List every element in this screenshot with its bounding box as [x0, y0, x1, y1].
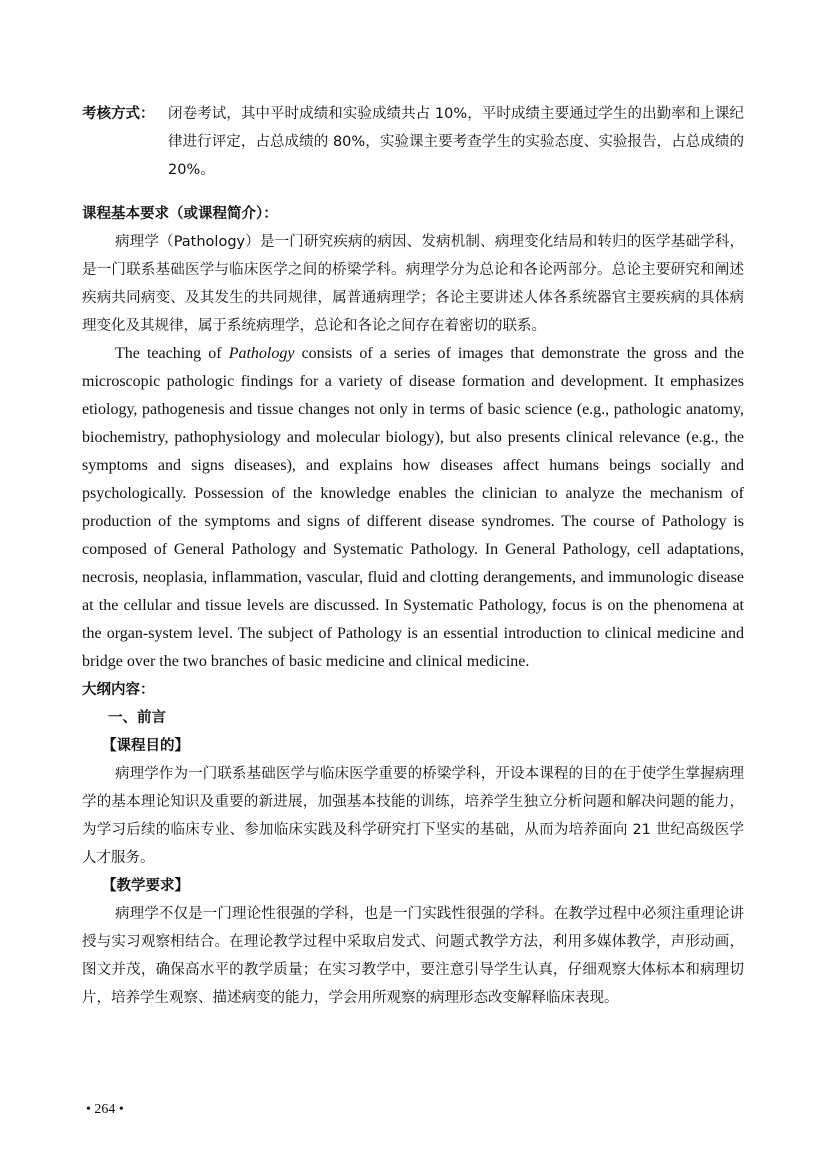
assessment-text: 闭卷考试，其中平时成绩和实验成绩共占 10%，平时成绩主要通过学生的出勤率和上课纪律进行评定，占总成绩的 80%，实验课主要考查学生的实验态度、实验报告，占总成绩的 20%。 — [168, 106, 744, 178]
en-text-before: The teaching of — [115, 345, 229, 362]
requirements-zh-paragraph: 病理学（Pathology）是一门研究疾病的病因、发病机制、病理变化结局和转归的医学基础学科，是一门联系基础医学与临床医学之间的桥梁学科。病理学分为总论和各论两部分。总论主要研究和阐述疾病共同病变、及其发生的共同规律，属普通病理学；各论主要讲述人体各系统器官主要疾病的具体病理变化及其规律，属于系统病理学，总论和各论之间存在着密切的联系。 — [82, 234, 744, 334]
page-content — [82, 100, 744, 1012]
purpose-heading: 【课程目的】 — [102, 738, 189, 754]
outline-heading: 大纲内容： — [82, 682, 155, 698]
en-text-after: consists of a series of images that demonstrate the gross and the microscopic pathologic findings for a variety of disease formation and development. It emphasizes etiology, pathogenesis and tissue changes not only in terms of basic science (e.g., pathologic anatomy, biochemistry, pathophysiology and molecular biology), but also presents clinical relevance (e.g., the symptoms and signs diseases), and explains how diseases affect humans beings socially and psychologically. Possession of the knowledge enables the clinician to analyze the mechanism of production of the symptoms and signs of different disease syndromes. The course of Pathology is composed of General Pathology and Systematic Pathology. In General Pathology, cell adaptations, necrosis, neoplasia, inflammation, vascular, fluid and clotting derangements, and immunologic disease at the cellular and tissue levels are discussed. In Systematic Pathology, focus is on the phenomena at the organ-system level. The subject of Pathology is an essential introduction to clinical medicine and bridge over the two branches of basic medicine and clinical medicine. — [82, 345, 744, 670]
section-spacer — [82, 184, 744, 200]
assessment-label: 考核方式： — [82, 106, 155, 122]
purpose-paragraph: 病理学作为一门联系基础医学与临床医学重要的桥梁学科，开设本课程的目的在于使学生掌握病理学的基本理论知识及重要的新进展，加强基本技能的训练，培养学生独立分析问题和解决问题的能力，为学习后续的临床专业、参加临床实践及科学研究打下坚实的基础，从而为培养面向 21 世纪高级医学人才服务。 — [82, 766, 744, 866]
teaching-heading: 【教学要求】 — [102, 878, 189, 894]
requirements-en-paragraph — [82, 340, 744, 676]
page-number: • 264 • — [86, 1102, 124, 1117]
assessment-section — [82, 100, 744, 184]
requirements-heading: 课程基本要求（或课程简介）： — [82, 206, 278, 222]
chapter-title: 一、前言 — [108, 710, 166, 726]
teaching-paragraph: 病理学不仅是一门理论性很强的学科，也是一门实践性很强的学科。在教学过程中必须注重理论讲授与实习观察相结合。在理论教学过程中采取启发式、问题式教学方法，利用多媒体教学，声形动画，图文并茂，确保高水平的教学质量；在实习教学中，要注意引导学生认真，仔细观察大体标本和病理切片，培养学生观察、描述病变的能力，学会用所观察的病理形态改变解释临床表现。 — [82, 906, 744, 1006]
en-text-italic: Pathology — [228, 345, 295, 362]
